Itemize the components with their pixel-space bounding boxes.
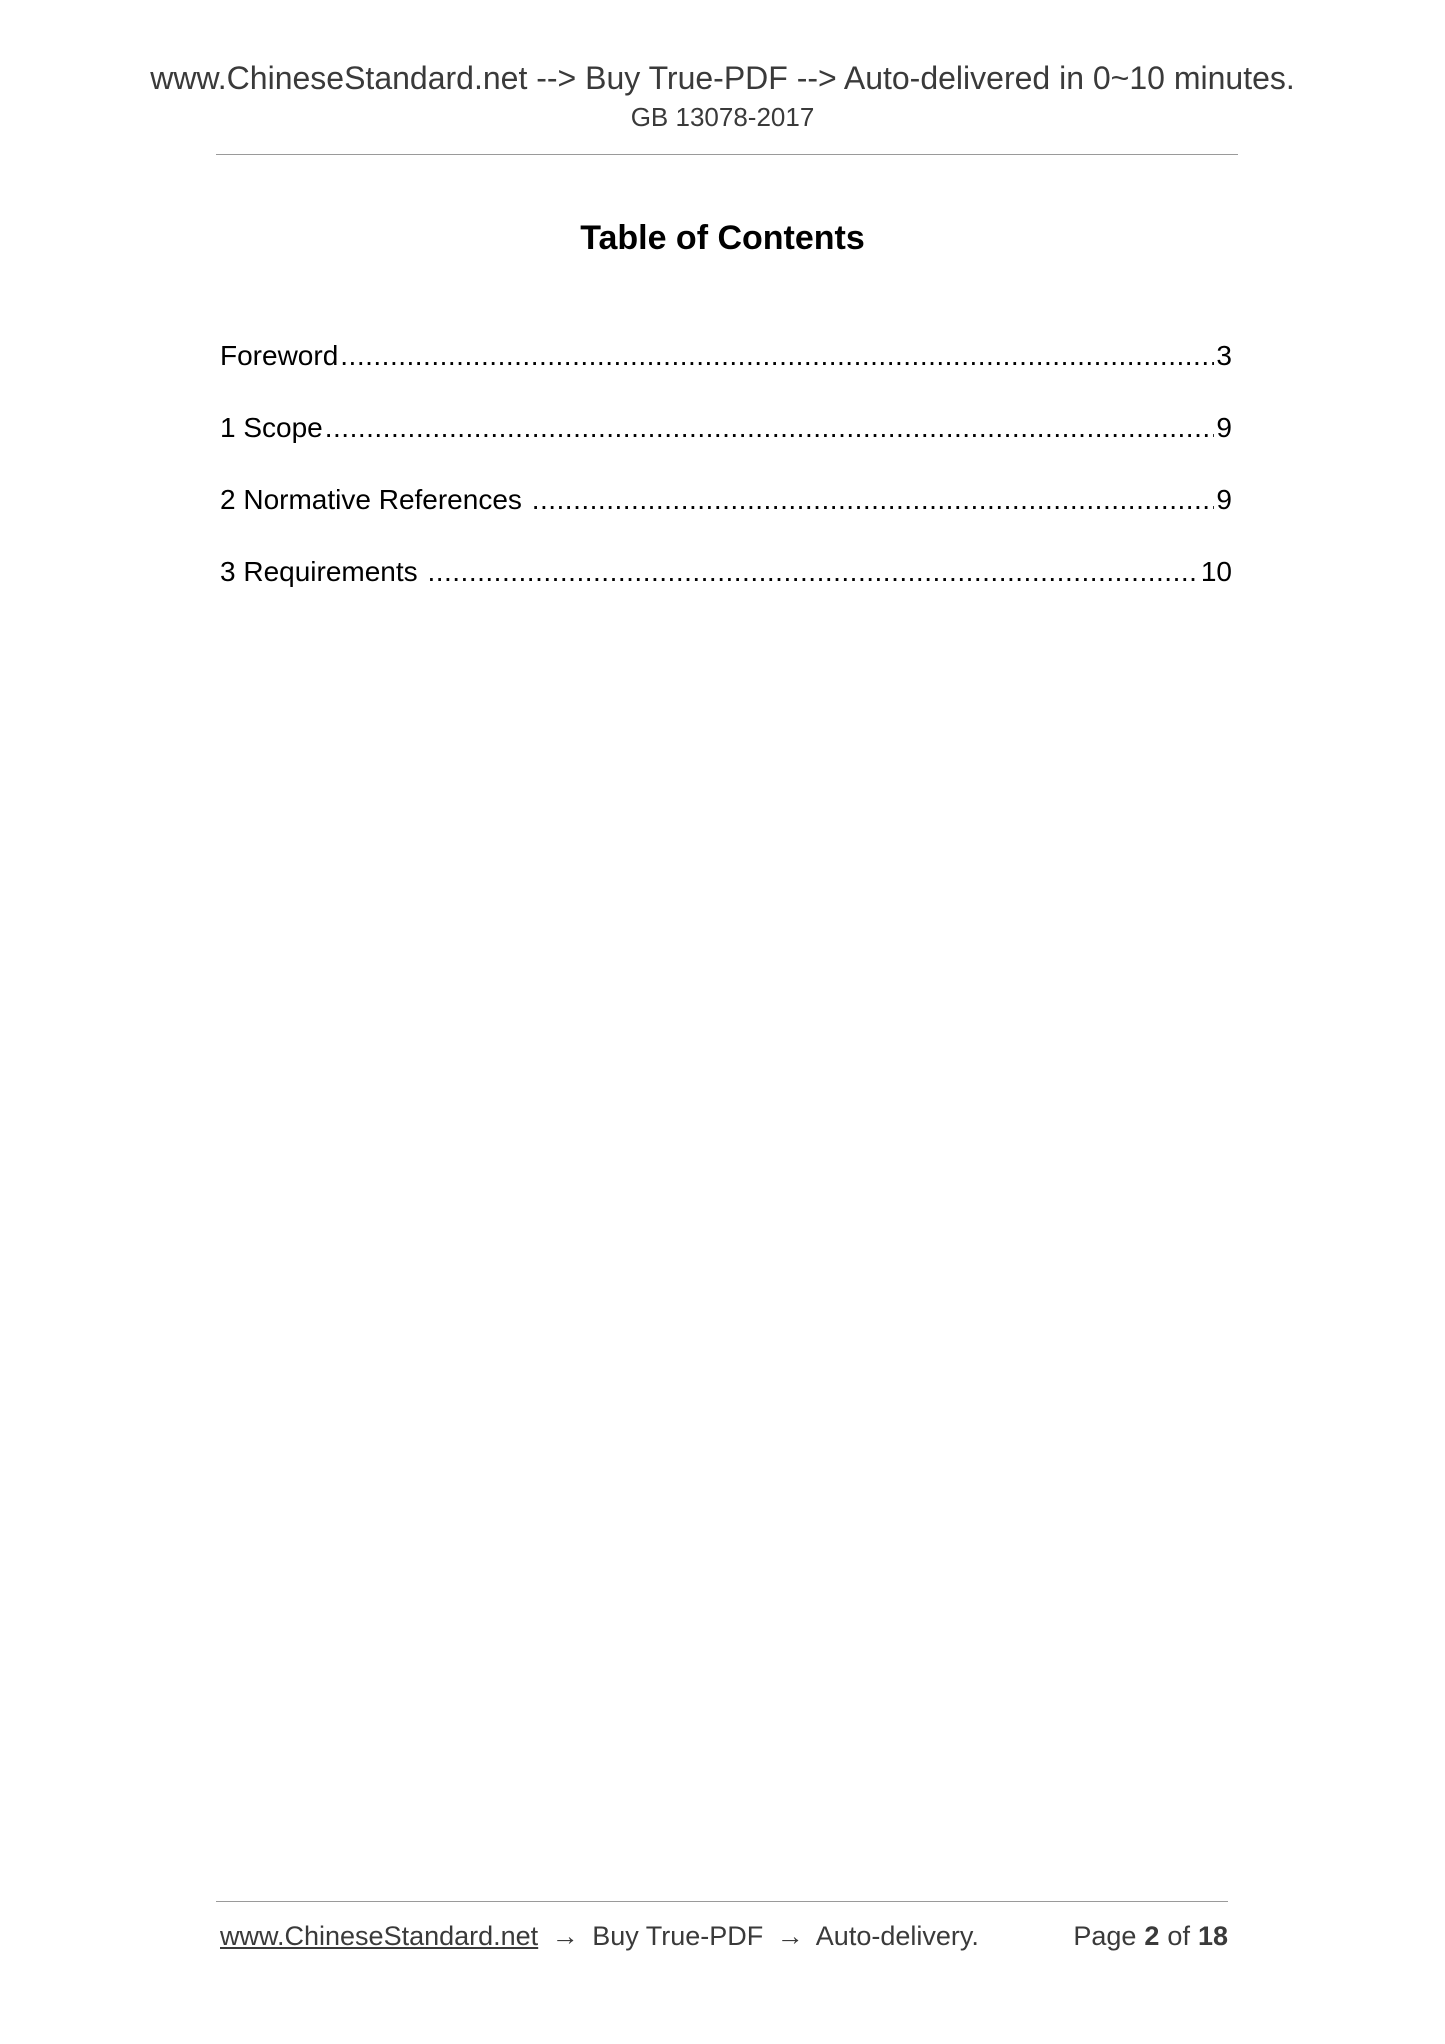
footer-site-link[interactable]: www.ChineseStandard.net	[220, 1921, 539, 1951]
toc-entry-page: 10	[1200, 556, 1232, 587]
footer-delivery-text: Auto-delivery.	[815, 1921, 979, 1951]
toc-leader-dots	[532, 478, 1215, 522]
toc-entry-normative-references[interactable]	[220, 478, 1232, 550]
page-current: 2	[1144, 1921, 1160, 1951]
toc-entry-title: 1 Scope	[220, 412, 323, 443]
right-arrow-icon: →	[551, 1921, 579, 1951]
toc-title: Table of Contents	[580, 219, 865, 257]
toc-entry-requirements[interactable]	[220, 550, 1232, 622]
page-footer	[220, 1916, 1228, 1956]
page-header	[0, 58, 1445, 134]
toc-leader-dots	[340, 334, 1214, 378]
header-banner: www.ChineseStandard.net --> Buy True-PDF --> Auto-delivered in 0~10 minutes.	[150, 60, 1295, 96]
footer-left	[220, 1916, 979, 1956]
toc-entry-page: 9	[1216, 412, 1232, 443]
page-label: Page	[1073, 1921, 1137, 1951]
footer-divider	[216, 1901, 1228, 1902]
page-of-label: of	[1167, 1921, 1190, 1951]
toc-entry-page: 3	[1216, 340, 1232, 371]
toc-entry-scope[interactable]	[220, 406, 1232, 478]
toc-entry-foreword[interactable]	[220, 334, 1232, 406]
page-total: 18	[1197, 1921, 1228, 1951]
toc-leader-dots	[325, 406, 1215, 450]
toc-list	[220, 334, 1232, 622]
document-code: GB 13078-2017	[630, 102, 815, 132]
header-divider	[216, 154, 1238, 155]
toc-entry-title: Foreword	[220, 340, 339, 371]
right-arrow-icon: →	[776, 1921, 804, 1951]
toc-entry-title: 2 Normative References	[220, 484, 530, 515]
toc-leader-dots	[427, 550, 1198, 594]
toc-entry-title: 3 Requirements	[220, 556, 426, 587]
page-number	[1073, 1916, 1228, 1956]
toc-entry-page: 9	[1216, 484, 1232, 515]
footer-buy-text: Buy True-PDF	[592, 1921, 764, 1951]
